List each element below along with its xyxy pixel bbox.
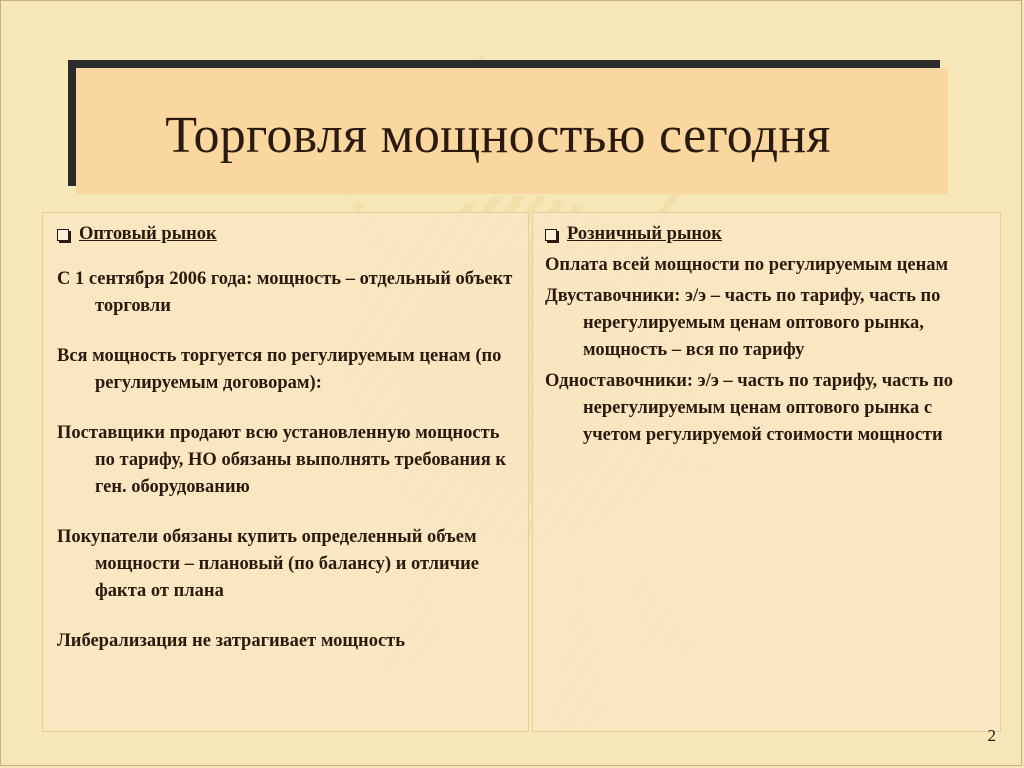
square-bullet-icon xyxy=(57,229,69,241)
retail-heading xyxy=(545,221,990,248)
retail-heading-label: Розничный рынок xyxy=(567,224,722,244)
slide-title: Торговля мощностью сегодня xyxy=(165,106,831,164)
wholesale-paragraph: Поставщики продают всю установленную мощность по тарифу, НО обязаны выполнять требования к ген. оборудованию xyxy=(57,423,507,497)
retail-paragraph: Оплата всей мощности по регулируемым ценам xyxy=(545,255,949,275)
wholesale-market-panel xyxy=(42,212,529,732)
retail-paragraph: Двуставочники: э/э – часть по тарифу, часть по нерегулируемым ценам оптового рынка, мощность – вся по тарифу xyxy=(545,286,941,360)
wholesale-paragraph: Покупатели обязаны купить определенный объем мощности – плановый (по балансу) и отличие факта от плана xyxy=(57,527,479,601)
wholesale-heading xyxy=(57,221,518,248)
page-number: 2 xyxy=(987,726,996,745)
wholesale-paragraph: С 1 сентября 2006 года: мощность – отдельный объект торговли xyxy=(57,269,513,316)
wholesale-paragraph: Вся мощность торгуется по регулируемым ценам (по регулируемым договорам): xyxy=(57,346,502,393)
retail-market-panel xyxy=(532,212,1001,732)
square-bullet-icon xyxy=(545,229,557,241)
retail-paragraph: Одноставочники: э/э – часть по тарифу, часть по нерегулируемым ценам оптового рынка с учетом регулируемой стоимости мощности xyxy=(545,371,954,445)
wholesale-paragraph: Либерализация не затрагивает мощность xyxy=(57,631,406,651)
title-box xyxy=(76,68,948,194)
wholesale-heading-label: Оптовый рынок xyxy=(79,224,217,244)
